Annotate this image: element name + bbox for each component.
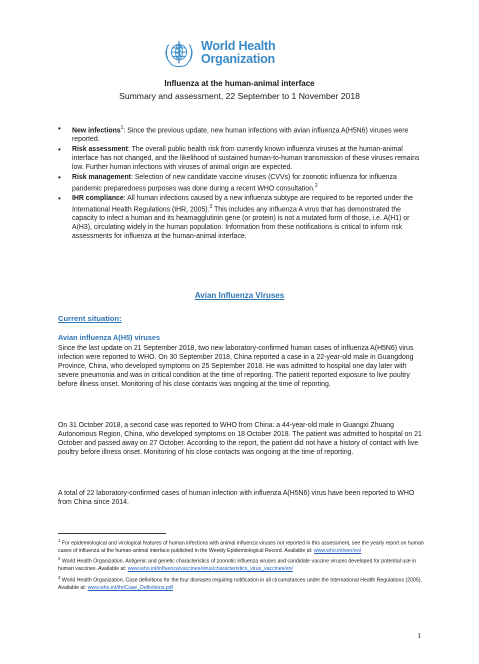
page-number: 1 [417, 631, 421, 640]
bullet-text: : Since the previous update, new human infections with avian influenza A(H5N6) viruses were reported. [72, 127, 409, 144]
section-title: Avian Influenza Viruses [194, 291, 285, 300]
bullet-text: : The overall public health risk from currently known influenza viruses at the human-animal interface has not changed, and the likelihood of sustained human-to-human transmission of these viruses remains low. Further human infections with viruses of animal origin are expected. [72, 145, 420, 172]
report-subtitle: Summary and assessment, 22 September to 1 November 2018 [119, 91, 360, 101]
bullet-ihr-compliance [58, 194, 426, 242]
footnote-ref[interactable]: 3 [209, 203, 213, 210]
who-emblem-icon [162, 36, 196, 70]
subsection-heading: Avian influenza A(H5) viruses [58, 333, 161, 342]
report-title: Influenza at the human-animal interface [164, 79, 315, 88]
current-situation-heading: Current situation: [58, 314, 122, 323]
footnote-link[interactable]: www.who.int/ihr/Case_Definitions.pdf [87, 584, 173, 591]
bullet-risk-management [58, 173, 426, 193]
footnote-divider [58, 533, 166, 534]
bullet-label: New infections [72, 127, 121, 135]
org-name-line1: World Health [201, 39, 276, 53]
footnote [58, 555, 430, 573]
footnote-text: For epidemiological and virological features of human infections with animal influenza viruses not reported in this assessment, see the yearly report on human cases of influenza at the human-animal interface published in the Weekly Epidemiological Record. Available at: [58, 540, 424, 554]
org-name [201, 40, 275, 66]
bullet-text-continued: This includes any influenza A virus that has demonstrated the capacity to infect a human and its heamagglutinin gene (or protein) is not a mutated form of those, i.e. A(H1) or A(H3), circulating widely in the human population. Information from these notifications is critical to inform risk assessments for influenza at the human-animal interface. [72, 206, 410, 241]
body-paragraph: Since the last update on 21 September 2018, two new laboratory-confirmed human cases of influenza A(H5N6) virus infection were reported to WHO. On 30 September 2018, China reported a case in a 22-year-old male in Guangdong Province, China, who developed symptoms on 25 September 2018. He was admitted to hospital one day later with severe pneumonia and was in critical condition at the time of reporting. The patient reported exposure to live poultry before illness onset. Monitoring of his close contacts was ongoing at the time of reporting. [58, 345, 414, 389]
footnote [58, 574, 430, 592]
footnote-number: 3 [58, 574, 61, 580]
org-name-line2: Organization [201, 52, 275, 66]
bullet-text: : Selection of new candidate vaccine viruses (CVVs) for zoonotic influenza for influenza pandemic preparedness purposes was done during a recent WHO consultation. [72, 173, 397, 193]
bullet-label: Risk assessment [72, 145, 128, 153]
footnote-link[interactable]: www.who.int/wer/en/ [313, 547, 362, 554]
footnote-number: 1 [58, 538, 61, 543]
footnote-number: 2 [58, 556, 61, 562]
bullet-text: : All human infections caused by a new influenza subtype are required to be reported under the International Health Regulations (IHR, 2005). [72, 194, 413, 214]
body-paragraph: A total of 22 laboratory-confirmed cases of human infection with influenza A(H5N6) virus have been reported to WHO from China since 2014. [58, 490, 415, 507]
bullet-risk-assessment [58, 145, 426, 172]
summary-bullets [58, 124, 426, 242]
who-logo [162, 36, 275, 70]
footnote-link[interactable]: www.who.int/influenza/vaccines/virus/characteristics_virus_vaccines/en/ [127, 566, 293, 573]
body-paragraph: On 31 October 2018, a second case was reported to WHO from China: a 44-year-old male in Guangxi Zhuang Autonomous Region, China, who developed symptoms on 18 October 2018. The patient was admitted to hospital on 21 October and passed away on 27 October. According to the report, the patient did not have a history of contact with live poultry before illness onset. Monitoring of his close contacts was ongoing at the time of reporting. [58, 422, 422, 457]
footnote-text: World Health Organization. Antigenic and genetic characteristics of zoonotic influenza viruses and candidate vaccine viruses developed for potential use in human vaccines. Available at: [58, 559, 417, 573]
footnote-ref[interactable]: 1 [120, 125, 124, 131]
bullet-new-infections [58, 124, 426, 144]
bullet-label: Risk management [72, 173, 131, 181]
footnote-ref[interactable]: 2 [314, 182, 318, 189]
footnote-text: World Health Organization. Case definitions for the four diseases requiring notification in all circumstances under the International Health Regulations (2005). Available at: [58, 577, 422, 591]
bullet-label: IHR compliance [72, 194, 124, 202]
footnote [58, 537, 430, 555]
footnotes [58, 537, 430, 592]
